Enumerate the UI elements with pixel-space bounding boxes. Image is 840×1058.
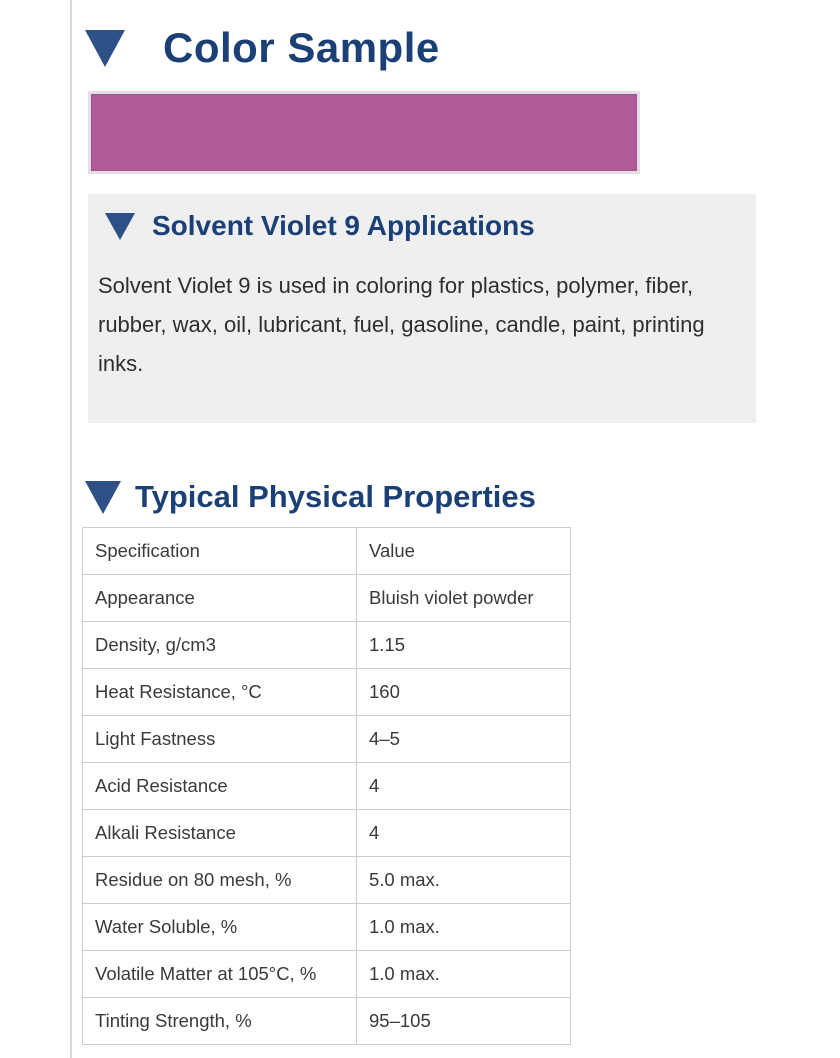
table-cell-value: 4 [357,763,571,810]
section-triangle-icon [85,481,121,514]
table-cell-value: 1.15 [357,622,571,669]
table-cell-spec: Appearance [83,575,357,622]
color-sample-title: Color Sample [163,24,440,71]
section-triangle-icon [105,213,135,240]
applications-body-text: Solvent Violet 9 is used in coloring for plastics, polymer, fiber, rubber, wax, oil, lubricant, fuel, gasoline, candle, paint, printing inks. [98,273,705,376]
page-content [85,0,785,1045]
table-cell-value: 160 [357,669,571,716]
table-cell-value: 4–5 [357,716,571,763]
table-cell-spec: Tinting Strength, % [83,998,357,1045]
table-row [83,763,571,810]
table-cell-spec: Volatile Matter at 105°C, % [83,951,357,998]
applications-section [88,194,756,423]
table-row [83,810,571,857]
table-row [83,622,571,669]
properties-title: Typical Physical Properties [135,479,536,514]
table-row [83,998,571,1045]
table-cell-value: 1.0 max. [357,951,571,998]
applications-heading [105,210,746,242]
properties-heading [85,479,785,515]
table-cell-value: 5.0 max. [357,857,571,904]
color-sample-heading [85,24,785,72]
color-swatch [88,91,640,174]
table-cell-spec: Light Fastness [83,716,357,763]
properties-table [82,527,571,1045]
section-triangle-icon [85,30,125,67]
left-vertical-rule [70,0,72,1058]
table-row [83,857,571,904]
table-header-row [83,528,571,575]
applications-title: Solvent Violet 9 Applications [152,210,535,241]
table-cell-value: 4 [357,810,571,857]
table-cell-value: 1.0 max. [357,904,571,951]
table-row [83,575,571,622]
table-cell-spec: Alkali Resistance [83,810,357,857]
table-cell-spec: Acid Resistance [83,763,357,810]
table-cell-spec: Water Soluble, % [83,904,357,951]
table-cell-spec: Heat Resistance, °C [83,669,357,716]
table-cell-value: 95–105 [357,998,571,1045]
table-row [83,904,571,951]
table-cell-value: Bluish violet powder [357,575,571,622]
table-row [83,951,571,998]
table-row [83,669,571,716]
table-cell-spec: Density, g/cm3 [83,622,357,669]
table-row [83,716,571,763]
table-header-specification: Specification [83,528,357,575]
table-cell-spec: Residue on 80 mesh, % [83,857,357,904]
table-header-value: Value [357,528,571,575]
